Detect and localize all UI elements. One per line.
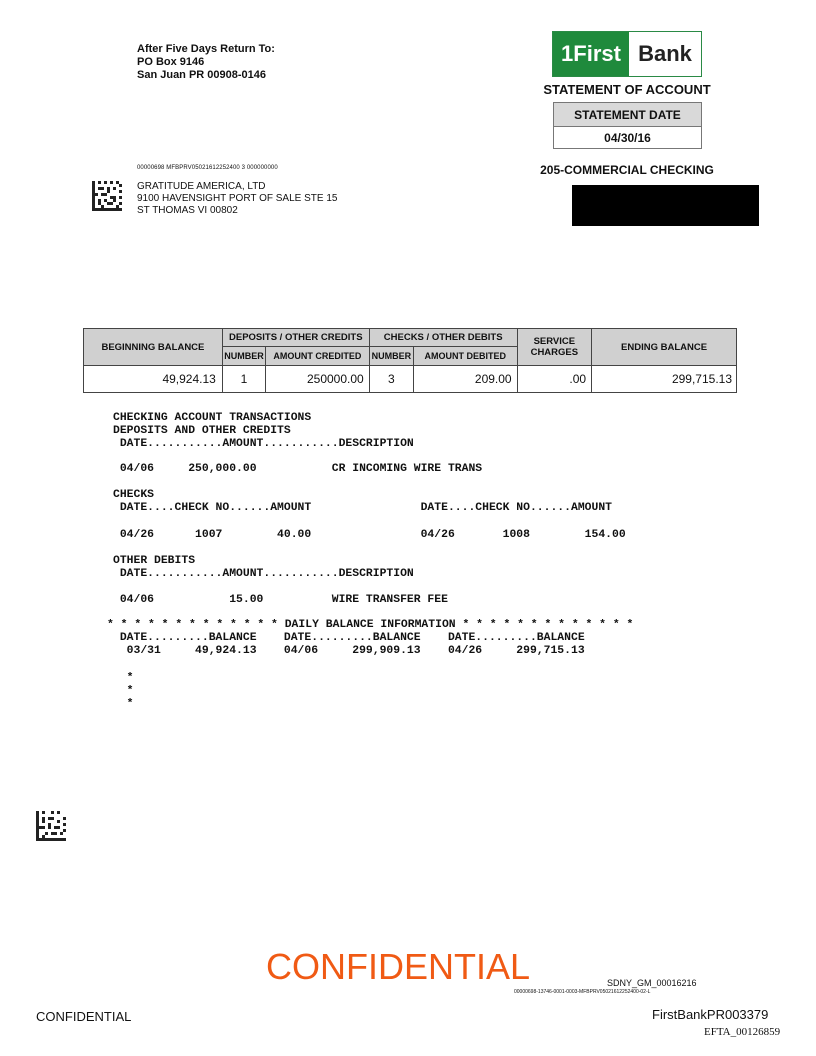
deposits-column-header: DATE...........AMOUNT...........DESCRIPTION xyxy=(113,438,414,450)
customer-street: 9100 HAVENSIGHT PORT OF SALE STE 15 xyxy=(137,193,338,204)
return-line-1: After Five Days Return To: xyxy=(137,43,275,55)
logo-bank: Bank xyxy=(629,32,701,76)
barcode-icon xyxy=(36,811,66,841)
account-type: 205-COMMERCIAL CHECKING xyxy=(540,163,714,177)
checks-heading: CHECKS xyxy=(113,489,155,501)
service-charges-value: .00 xyxy=(517,366,591,393)
daily-balance-heading: * * * * * * * * * * * * * DAILY BALANCE INFORMATION * * * * * * * * * * * * * xyxy=(107,619,634,631)
return-line-2: PO Box 9146 xyxy=(137,56,205,68)
check-amount-header: AMOUNT DEBITED xyxy=(413,347,517,366)
logo-first: 1First xyxy=(553,32,629,76)
statement-date-value: 04/30/16 xyxy=(604,131,651,145)
check-number-header: NUMBER xyxy=(369,347,413,366)
asterisk-1: * xyxy=(113,672,134,684)
statement-date-label: STATEMENT DATE xyxy=(554,103,701,127)
asterisk-2: * xyxy=(113,685,134,697)
service-charges-header: SERVICE CHARGES xyxy=(517,329,591,366)
beginning-balance-header: BEGINNING BALANCE xyxy=(84,329,223,366)
bates-small-code: 00000698-13746-0001-0003-MFBPRV05021612252400-02-L xyxy=(514,989,651,995)
check-amount-value: 209.00 xyxy=(413,366,517,393)
mailing-code: 00000698 MFBPRV05021612252400 3 000000000 xyxy=(137,165,278,171)
check-number-value: 3 xyxy=(369,366,413,393)
deposit-number-header: NUMBER xyxy=(222,347,265,366)
beginning-balance-value: 49,924.13 xyxy=(84,366,223,393)
firstbank-id: FirstBankPR003379 xyxy=(652,1007,769,1022)
deposit-row: 04/06 250,000.00 CR INCOMING WIRE TRANS xyxy=(113,463,483,475)
statement-title: STATEMENT OF ACCOUNT xyxy=(543,82,711,97)
deposit-amount-header: AMOUNT CREDITED xyxy=(266,347,370,366)
checks-column-header: DATE....CHECK NO......AMOUNT DATE....CHECK NO......AMOUNT xyxy=(113,502,612,514)
asterisk-3: * xyxy=(113,698,134,710)
redaction-block xyxy=(572,185,759,226)
statement-date-box xyxy=(553,102,702,149)
daily-balance-column-header: DATE.........BALANCE DATE.........BALANCE DATE.........BALANCE xyxy=(113,632,585,644)
confidential-stamp: CONFIDENTIAL xyxy=(266,946,531,987)
deposit-number-value: 1 xyxy=(222,366,265,393)
daily-balance-row: 03/31 49,924.13 04/06 299,909.13 04/26 299,715.13 xyxy=(113,645,585,657)
checks-row: 04/26 1007 40.00 04/26 1008 154.00 xyxy=(113,529,626,541)
bates-number: SDNY_GM_00016216 xyxy=(607,978,697,988)
other-debits-row: 04/06 15.00 WIRE TRANSFER FEE xyxy=(113,594,448,606)
firstbank-logo xyxy=(552,31,702,77)
deposit-amount-value: 250000.00 xyxy=(266,366,370,393)
customer-city: ST THOMAS VI 00802 xyxy=(137,205,238,216)
return-address xyxy=(137,43,275,82)
deposits-header: DEPOSITS / OTHER CREDITS xyxy=(222,329,369,347)
other-debits-heading: OTHER DEBITS xyxy=(113,555,196,567)
account-summary-table xyxy=(83,328,737,393)
other-debits-column-header: DATE...........AMOUNT...........DESCRIPTION xyxy=(113,568,414,580)
confidential-label: CONFIDENTIAL xyxy=(36,1009,132,1024)
ending-balance-header: ENDING BALANCE xyxy=(592,329,737,366)
customer-name: GRATITUDE AMERICA, LTD xyxy=(137,181,266,192)
deposits-heading: DEPOSITS AND OTHER CREDITS xyxy=(113,425,291,437)
efta-number: EFTA_00126859 xyxy=(704,1026,781,1038)
mailing-address xyxy=(137,181,337,217)
checks-header: CHECKS / OTHER DEBITS xyxy=(369,329,517,347)
transactions-heading: CHECKING ACCOUNT TRANSACTIONS xyxy=(113,412,312,424)
ending-balance-value: 299,715.13 xyxy=(592,366,737,393)
return-line-3: San Juan PR 00908-0146 xyxy=(137,69,267,81)
barcode-icon xyxy=(92,181,122,211)
